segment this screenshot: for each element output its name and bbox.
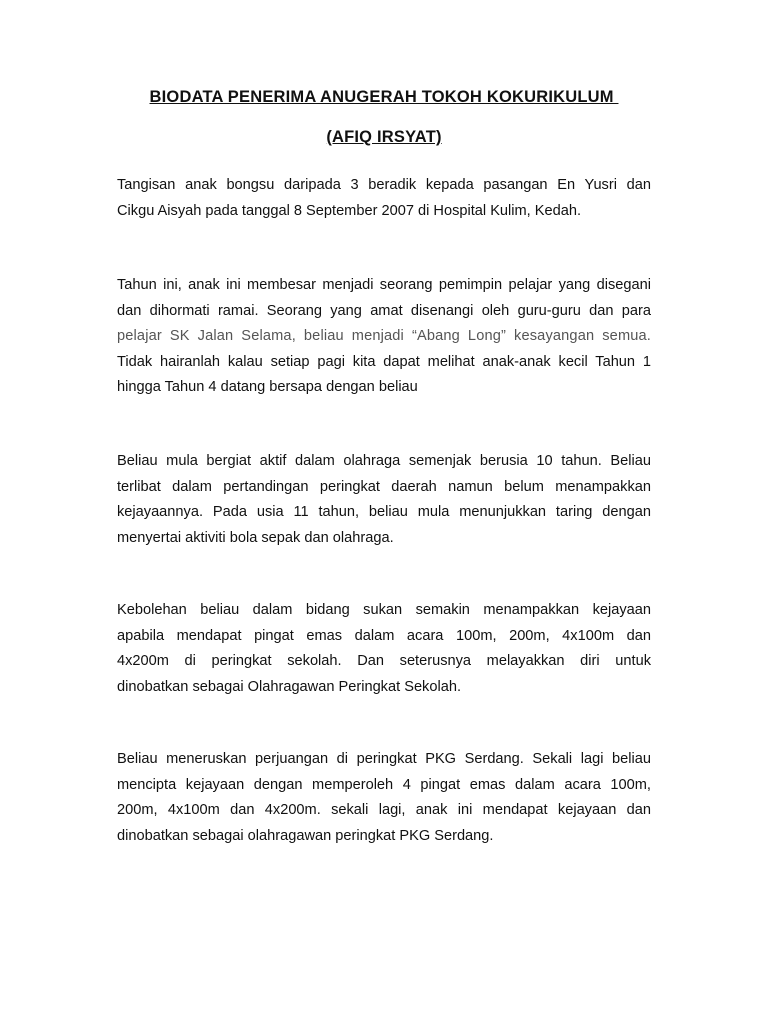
paragraph-line: dinobatkan sebagai Olahragawan Peringkat Sekolah. bbox=[117, 678, 462, 695]
paragraph-line: Kebolehan beliau dalam bidang sukan semakin menampakkan kejayaan bbox=[117, 602, 651, 618]
paragraph-line: menyertai aktiviti bola sepak dan olahraga. bbox=[117, 529, 394, 546]
paragraph-athletics-start bbox=[117, 449, 651, 551]
paragraph-line: Tahun ini, anak ini membesar menjadi seorang pemimpin pelajar yang disegani bbox=[117, 277, 651, 293]
document-subtitle: (AFIQ IRSYAT) bbox=[326, 128, 442, 146]
paragraph-line: Beliau meneruskan perjuangan di peringkat PKG Serdang. Sekali lagi beliau bbox=[117, 751, 651, 767]
paragraph-school-achievement bbox=[117, 598, 651, 700]
paragraph-line: apabila mendapat pingat emas dalam acara 100m, 200m, 4x100m dan bbox=[117, 627, 651, 644]
paragraph-line: Tidak hairanlah kalau setiap pagi kita dapat melihat anak-anak kecil Tahun 1 bbox=[117, 353, 651, 370]
paragraph-line: kejayaannya. Pada usia 11 tahun, beliau mula menunjukkan taring dengan bbox=[117, 504, 651, 520]
paragraph-line: Beliau mula bergiat aktif dalam olahraga semenjak berusia 10 tahun. Beliau bbox=[117, 453, 651, 469]
paragraph-line: hingga Tahun 4 datang bersapa dengan beliau bbox=[117, 379, 418, 395]
paragraph-line: mencipta kejayaan dengan memperoleh 4 pingat emas dalam acara 100m, bbox=[117, 776, 651, 793]
paragraph-pkg-achievement bbox=[117, 747, 651, 849]
paragraph-line: pelajar SK Jalan Selama, beliau menjadi “Abang Long” kesayangan semua. bbox=[117, 328, 651, 344]
paragraph-line: Tangisan anak bongsu daripada 3 beradik kepada pasangan En Yusri dan bbox=[117, 177, 651, 193]
paragraph-line: dinobatkan sebagai olahragawan peringkat PKG Serdang. bbox=[117, 827, 494, 844]
paragraph-birth bbox=[117, 173, 651, 224]
paragraph-line: Cikgu Aisyah pada tanggal 8 September 2007 di Hospital Kulim, Kedah. bbox=[117, 202, 582, 219]
paragraph-line: dan dihormati ramai. Seorang yang amat disenangi oleh guru-guru dan para bbox=[117, 302, 651, 319]
paragraph-line: terlibat dalam pertandingan peringkat daerah namun belum menampakkan bbox=[117, 478, 651, 495]
paragraph-line: 200m, 4x100m dan 4x200m. sekali lagi, anak ini mendapat kejayaan dan bbox=[117, 802, 651, 818]
document-title: BIODATA PENERIMA ANUGERAH TOKOH KOKURIKULUM bbox=[149, 88, 619, 106]
paragraph-line: 4x200m di peringkat sekolah. Dan seterusnya melayakkan diri untuk bbox=[117, 653, 651, 669]
paragraph-leadership bbox=[117, 273, 651, 401]
